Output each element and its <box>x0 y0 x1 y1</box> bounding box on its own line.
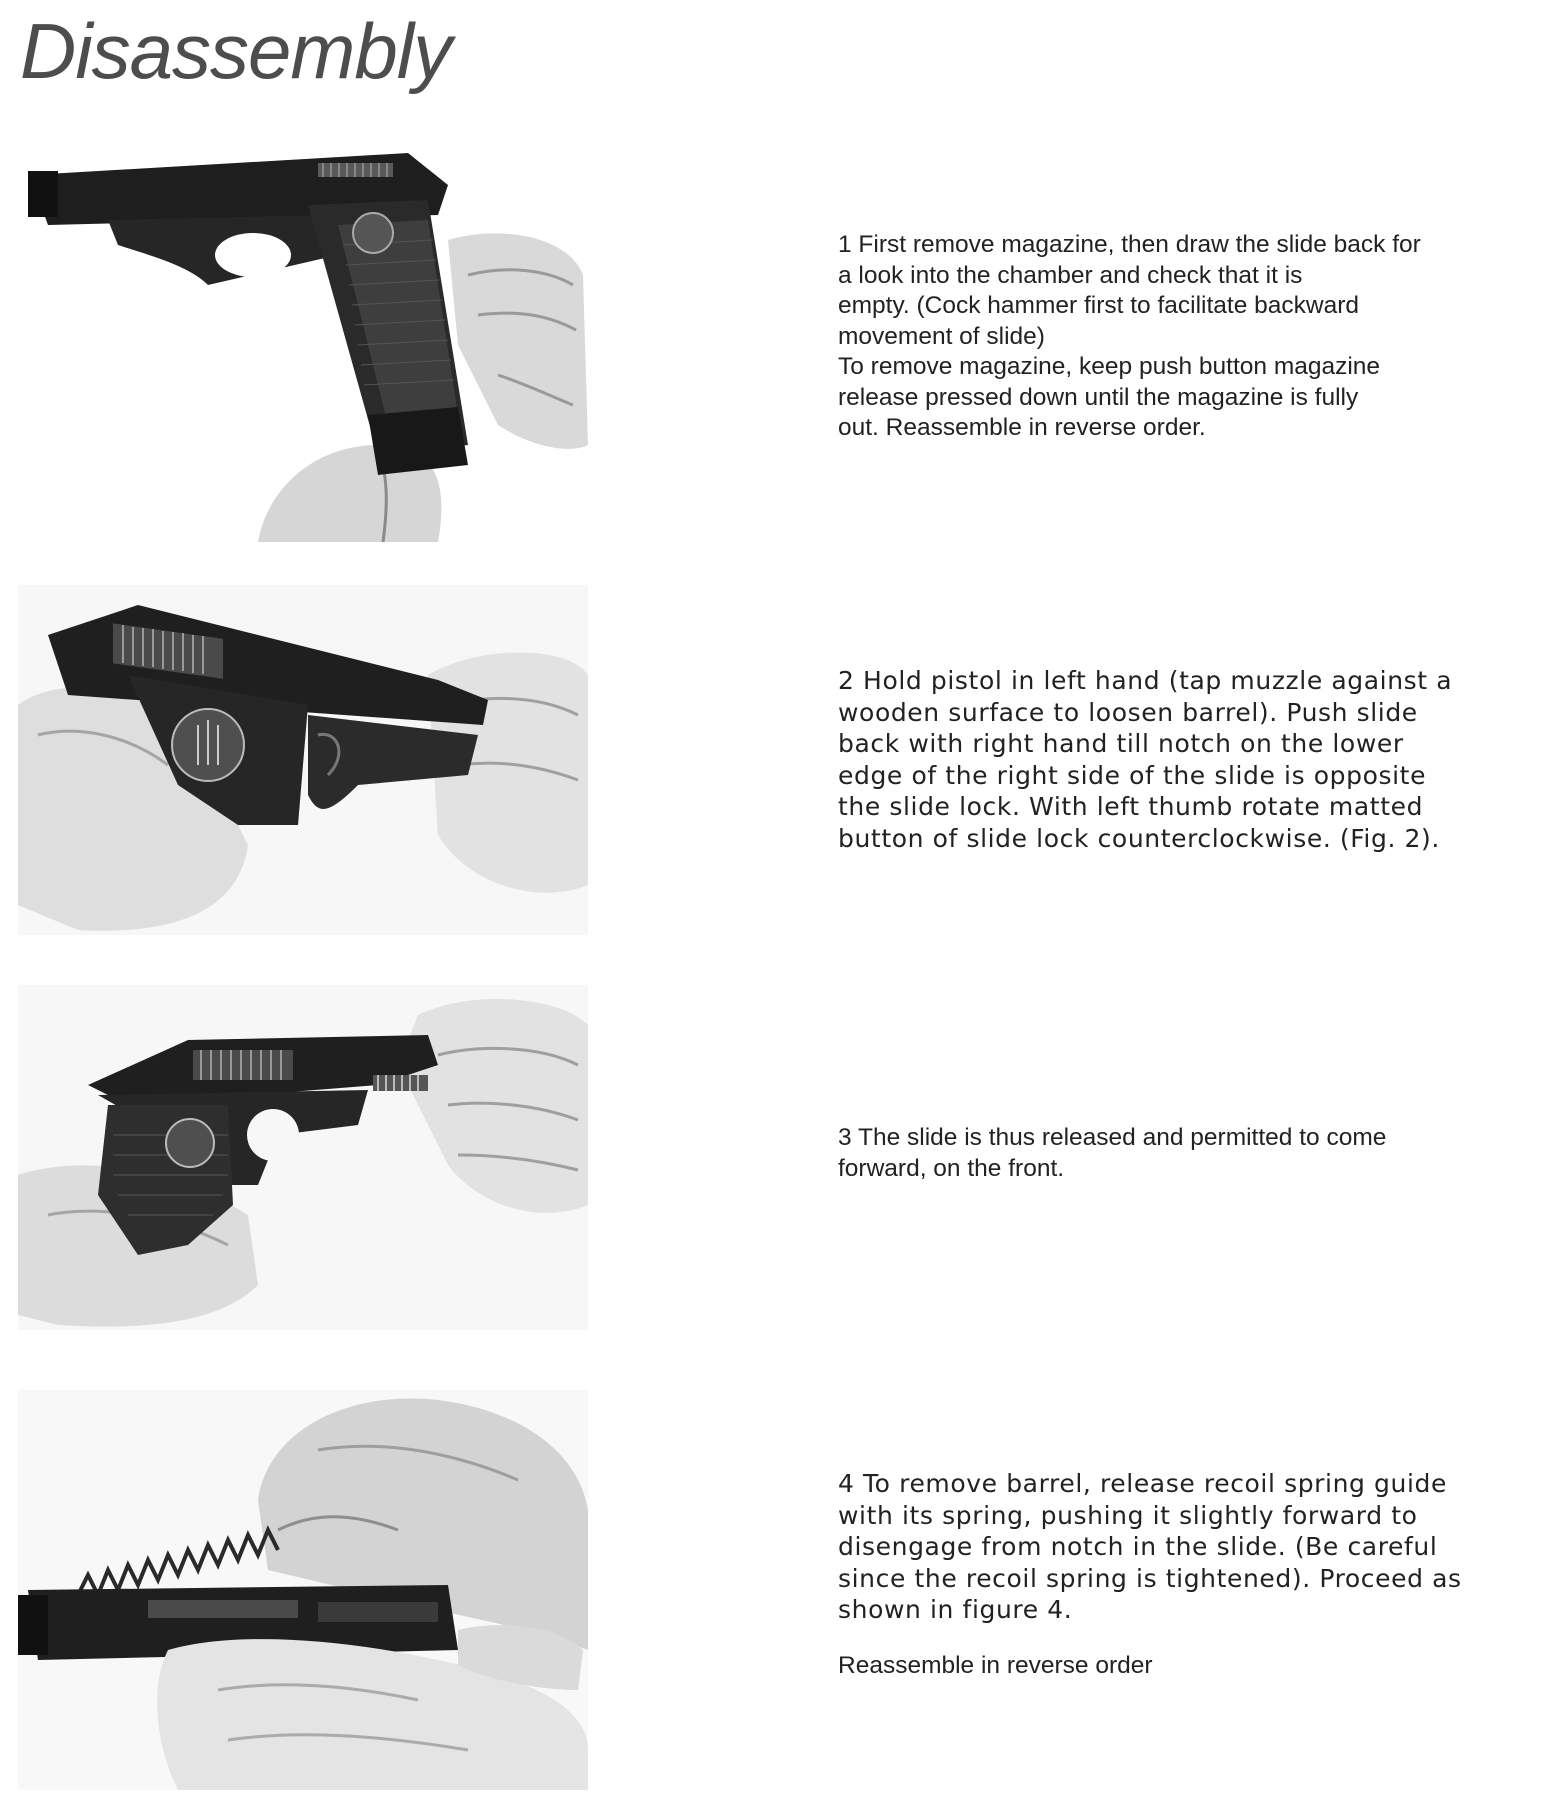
step-text-line: shown in figure 4. <box>838 1595 1073 1624</box>
figure-4 <box>18 1390 588 1790</box>
barrel-removal-figure <box>18 1390 588 1790</box>
step-text-line: To remove magazine, keep push button magazine <box>838 353 1381 380</box>
step-text-line: wooden surface to loosen barrel). Push slide <box>838 697 1418 727</box>
step-text-line: since the recoil spring is tightened). Proceed as <box>838 1563 1462 1593</box>
figure-3 <box>18 985 588 1330</box>
step-text-line: 2 Hold pistol in left hand (tap muzzle against a <box>838 666 1453 695</box>
step-text-line: out. Reassemble in reverse order. <box>838 414 1206 441</box>
reassemble-note <box>838 1651 1498 1682</box>
page-title: Disassembly <box>20 7 452 95</box>
step-text-line: 3 The slide is thus released and permitted to come <box>838 1124 1387 1151</box>
slide-lock-rotation-figure <box>18 585 588 935</box>
step-text-line: 4 To remove barrel, release recoil spring guide <box>838 1469 1447 1498</box>
reassemble-note-text: Reassemble in reverse order <box>838 1652 1153 1679</box>
step-2-text <box>838 665 1498 854</box>
step-text-line: button of slide lock counterclockwise. (Fig. 2). <box>838 823 1440 853</box>
step-text-line: a look into the chamber and check that it is <box>838 261 1303 289</box>
step-text-line: the slide lock. With left thumb rotate matted <box>838 792 1424 821</box>
step-text-line: empty. (Cock hammer first to facilitate backward <box>838 292 1360 319</box>
step-1-text <box>838 230 1498 444</box>
figure-1 <box>28 145 588 542</box>
step-text-line: with its spring, pushing it slightly forward to <box>838 1500 1418 1530</box>
slide-release-figure <box>18 985 588 1330</box>
step-4-text <box>838 1468 1498 1626</box>
step-text-line: edge of the right side of the slide is opposite <box>838 760 1427 790</box>
step-3-text <box>838 1123 1498 1184</box>
step-text-line: 1 First remove magazine, then draw the slide back for <box>838 231 1421 258</box>
step-text-line: release pressed down until the magazine is fully <box>838 383 1359 411</box>
step-text-line: movement of slide) <box>838 322 1045 350</box>
figure-2 <box>18 585 588 935</box>
step-text-line: forward, on the front. <box>838 1154 1065 1182</box>
step-text-line: disengage from notch in the slide. (Be careful <box>838 1532 1438 1561</box>
step-text-line: back with right hand till notch on the lower <box>838 729 1404 758</box>
pistol-magazine-removal-figure <box>28 145 588 542</box>
